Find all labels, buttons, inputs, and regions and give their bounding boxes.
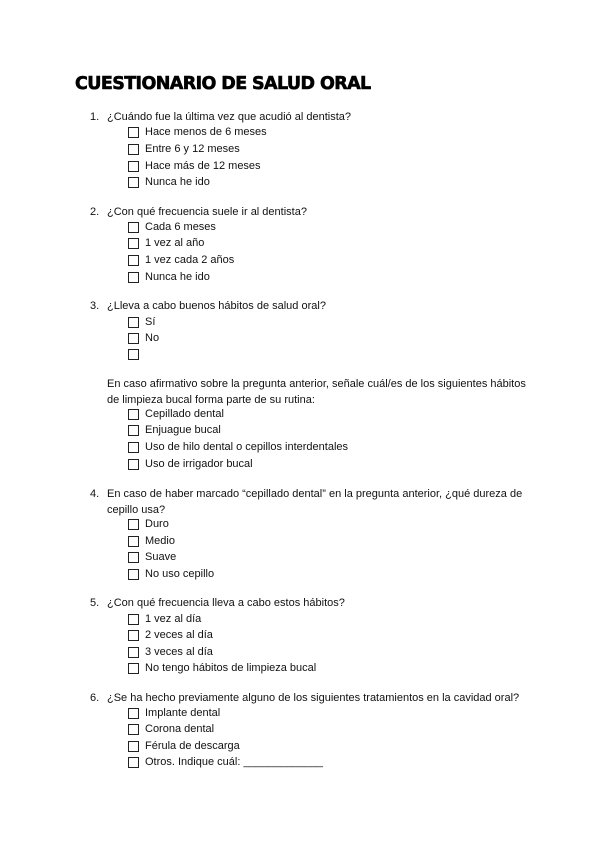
- checkbox[interactable]: [128, 317, 139, 328]
- option-label: Cada 6 meses: [145, 221, 216, 233]
- option-q5-4[interactable]: [128, 660, 316, 676]
- checkbox[interactable]: [128, 519, 139, 530]
- checkbox[interactable]: [128, 255, 139, 266]
- option-q6-1[interactable]: [128, 705, 220, 721]
- option-q3b-2[interactable]: [128, 422, 221, 438]
- option-label: Férula de descarga: [145, 740, 240, 752]
- question-number: 4.: [90, 488, 100, 500]
- option-q4-3[interactable]: [128, 549, 176, 565]
- option-q3-3[interactable]: [128, 346, 145, 362]
- checkbox[interactable]: [128, 442, 139, 453]
- option-label: Implante dental: [145, 707, 221, 719]
- option-label: Corona dental: [145, 723, 215, 735]
- option-label: Hace más de 12 meses: [145, 160, 261, 172]
- question-text: ¿Cuándo fue la última vez que acudió al dentista?: [107, 111, 351, 123]
- option-label: 1 vez al año: [145, 237, 205, 249]
- option-q3b-3[interactable]: [128, 439, 348, 455]
- option-label: 1 vez cada 2 años: [145, 254, 235, 266]
- option-label: Nunca he ido: [145, 271, 210, 283]
- checkbox[interactable]: [128, 349, 139, 360]
- option-q1-2[interactable]: [128, 141, 240, 157]
- option-label: Cepillado dental: [145, 408, 224, 420]
- option-label: Duro: [145, 518, 169, 530]
- option-q4-1[interactable]: [128, 516, 169, 532]
- checkbox[interactable]: [128, 161, 139, 172]
- option-label: No: [145, 332, 160, 344]
- option-q3-1[interactable]: [128, 314, 155, 330]
- checkbox[interactable]: [128, 614, 139, 625]
- option-q2-2[interactable]: [128, 235, 204, 251]
- option-q1-4[interactable]: [128, 174, 210, 190]
- option-q2-1[interactable]: [128, 219, 216, 235]
- option-q3b-1[interactable]: [128, 406, 224, 422]
- question-text: En caso de haber marcado “cepillado dental” en la pregunta anterior, ¿qué dureza de cepillo usa?: [107, 488, 523, 516]
- checkbox[interactable]: [128, 552, 139, 563]
- option-q1-1[interactable]: [128, 124, 267, 140]
- option-q4-4[interactable]: [128, 566, 214, 582]
- option-label: Suave: [145, 551, 177, 563]
- checkbox[interactable]: [128, 459, 139, 470]
- option-q5-2[interactable]: [128, 627, 213, 643]
- checkbox[interactable]: [128, 630, 139, 641]
- checkbox[interactable]: [128, 741, 139, 752]
- question-number: 2.: [90, 206, 100, 218]
- checkbox[interactable]: [128, 663, 139, 674]
- option-label: 1 vez al día: [145, 613, 202, 625]
- checkbox[interactable]: [128, 569, 139, 580]
- option-q4-2[interactable]: [128, 533, 175, 549]
- checkbox[interactable]: [128, 724, 139, 735]
- option-q5-1[interactable]: [128, 611, 201, 627]
- option-q6-2[interactable]: [128, 721, 214, 737]
- option-label: Medio: [145, 535, 175, 547]
- question-text: ¿Con qué frecuencia suele ir al dentista?: [107, 206, 307, 218]
- checkbox[interactable]: [128, 536, 139, 547]
- checkbox[interactable]: [128, 333, 139, 344]
- option-label: 2 veces al día: [145, 629, 213, 641]
- question-number: 6.: [90, 692, 100, 704]
- question-text: ¿Se ha hecho previamente alguno de los siguientes tratamientos en la cavidad oral?: [107, 692, 520, 704]
- option-label: Uso de hilo dental o cepillos interdentales: [145, 441, 349, 453]
- checkbox[interactable]: [128, 144, 139, 155]
- option-q5-3[interactable]: [128, 644, 213, 660]
- option-label: Nunca he ido: [145, 176, 210, 188]
- checkbox[interactable]: [128, 127, 139, 138]
- question-number: 5.: [90, 597, 100, 609]
- option-label: No tengo hábitos de limpieza bucal: [145, 662, 317, 674]
- question-text: ¿Con qué frecuencia lleva a cabo estos hábitos?: [107, 597, 345, 609]
- checkbox[interactable]: [128, 238, 139, 249]
- checkbox[interactable]: [128, 425, 139, 436]
- checkbox[interactable]: [128, 757, 139, 768]
- option-q6-4[interactable]: [128, 754, 323, 770]
- option-label: No uso cepillo: [145, 568, 215, 580]
- option-label: Uso de irrigador bucal: [145, 458, 253, 470]
- option-q2-3[interactable]: [128, 252, 234, 268]
- option-label: 3 veces al día: [145, 646, 213, 658]
- option-q2-4[interactable]: [128, 269, 210, 285]
- checkbox[interactable]: [128, 222, 139, 233]
- option-label: Otros. Indique cuál: _____________: [145, 756, 323, 768]
- page-title: CUESTIONARIO DE SALUD ORAL: [75, 74, 371, 94]
- checkbox[interactable]: [128, 708, 139, 719]
- question-number: 3.: [90, 300, 100, 312]
- option-label: Hace menos de 6 meses: [145, 126, 267, 138]
- option-q3b-4[interactable]: [128, 456, 253, 472]
- option-label: Enjuague bucal: [145, 424, 221, 436]
- checkbox[interactable]: [128, 409, 139, 420]
- question-number: 1.: [90, 111, 100, 123]
- checkbox[interactable]: [128, 647, 139, 658]
- followup-text: En caso afirmativo sobre la pregunta anterior, señale cuál/es de los siguientes hábitos de limpieza bucal forma parte de su rutina:: [107, 378, 526, 406]
- checkbox[interactable]: [128, 177, 139, 188]
- option-q6-3[interactable]: [128, 738, 240, 754]
- checkbox[interactable]: [128, 272, 139, 283]
- option-q1-3[interactable]: [128, 158, 261, 174]
- option-q3-2[interactable]: [128, 330, 159, 346]
- option-label: Sí: [145, 316, 156, 328]
- option-label: Entre 6 y 12 meses: [145, 143, 240, 155]
- question-text: ¿Lleva a cabo buenos hábitos de salud oral?: [107, 300, 326, 312]
